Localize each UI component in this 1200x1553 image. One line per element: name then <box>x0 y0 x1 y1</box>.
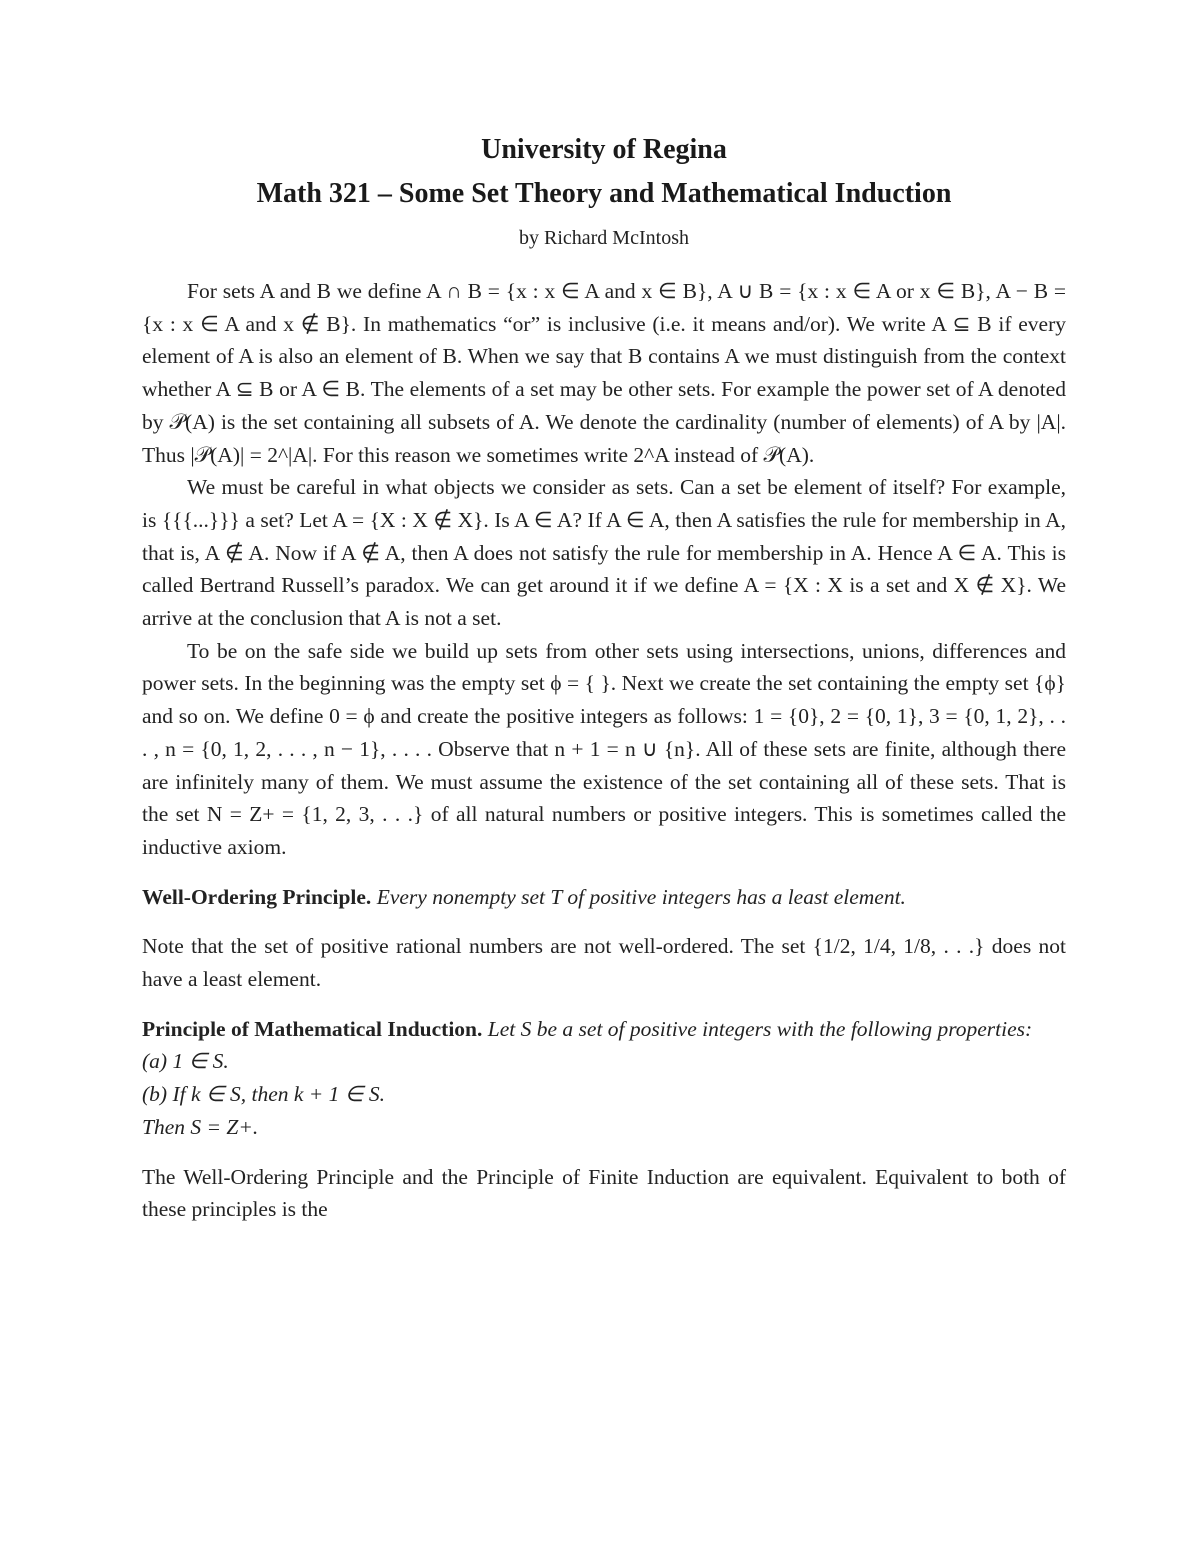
closing-paragraph: The Well-Ordering Principle and the Principle of Finite Induction are equivalent. Equivalent to both of these principles is the <box>142 1164 1066 1222</box>
induction-item-a: (a) 1 ∈ S. <box>142 1049 229 1074</box>
author-line: by Richard McIntosh <box>519 227 689 249</box>
well-ordering-statement: Every nonempty set T of positive integers has a least element. <box>376 884 906 909</box>
well-ordering-principle <box>142 881 1066 914</box>
document-page <box>142 128 1066 1226</box>
induction-label: Principle of Mathematical Induction. <box>142 1016 483 1041</box>
title-block <box>142 128 1066 254</box>
note-rationals: Note that the set of positive rational numbers are not well-ordered. The set {1/2, 1/4, 1/8, . . .} does not have a least element. <box>142 934 1066 992</box>
induction-conclusion: Then S = Z+. <box>142 1114 259 1139</box>
induction-item-b: (b) If k ∈ S, then k + 1 ∈ S. <box>142 1082 386 1107</box>
university-title: University of Regina <box>481 134 727 165</box>
paragraph-russell-paradox: We must be careful in what objects we consider as sets. Can a set be element of itself? For example, is {{{...}}} a set? Let A = {X : X ∉ X}. Is A ∈ A? If A ∈ A, then A satisfies the rule for membership in A, that is, A ∉ A. Now if A ∉ A, then A does not satisfy the rule for membership in A. Hence A ∈ A. This is called Bertrand Russell’s paradox. We can get around it if we define A = {X : X is a set and X ∉ X}. We arrive at the conclusion that A is not a set. <box>142 475 1066 631</box>
paragraph-building-sets: To be on the safe side we build up sets from other sets using intersections, unions, differences and power sets. In the beginning was the empty set ϕ = { }. Next we create the set containing the empty set {ϕ} and so on. We define 0 = ϕ and create the positive integers as follows: 1 = {0}, 2 = {0, 1}, 3 = {0, 1, 2}, . . . , n = {0, 1, 2, . . . , n − 1}, . . . . Observe that n + 1 = n ∪ {n}. All of these sets are finite, although there are infinitely many of them. We must assume the existence of the set containing all of these sets. That is the set N = Z+ = {1, 2, 3, . . .} of all natural numbers or positive integers. This is sometimes called the inductive axiom. <box>142 638 1066 859</box>
well-ordering-label: Well-Ordering Principle. <box>142 884 372 909</box>
induction-intro <box>142 1013 1066 1046</box>
course-title: Math 321 – Some Set Theory and Mathematical Induction <box>256 178 952 209</box>
paragraph-set-operations: For sets A and B we define A ∩ B = {x : x ∈ A and x ∈ B}, A ∪ B = {x : x ∈ A or x ∈ B}, A − B = {x : x ∈ A and x ∉ B}. In mathematics “or” is inclusive (i.e. it means and/or). We write A ⊆ B if every element of A is also an element of B. When we say that B contains A we must distinguish from the context whether A ⊆ B or A ∈ B. The elements of a set may be other sets. For example the power set of A denoted by 𝒫(A) is the set containing all subsets of A. We denote the cardinality (number of elements) of A by |A|. Thus |𝒫(A)| = 2^|A|. For this reason we sometimes write 2^A instead of 𝒫(A). <box>142 279 1066 467</box>
induction-principle <box>142 1013 1066 1144</box>
induction-statement: Let S be a set of positive integers with the following properties: <box>487 1016 1033 1041</box>
